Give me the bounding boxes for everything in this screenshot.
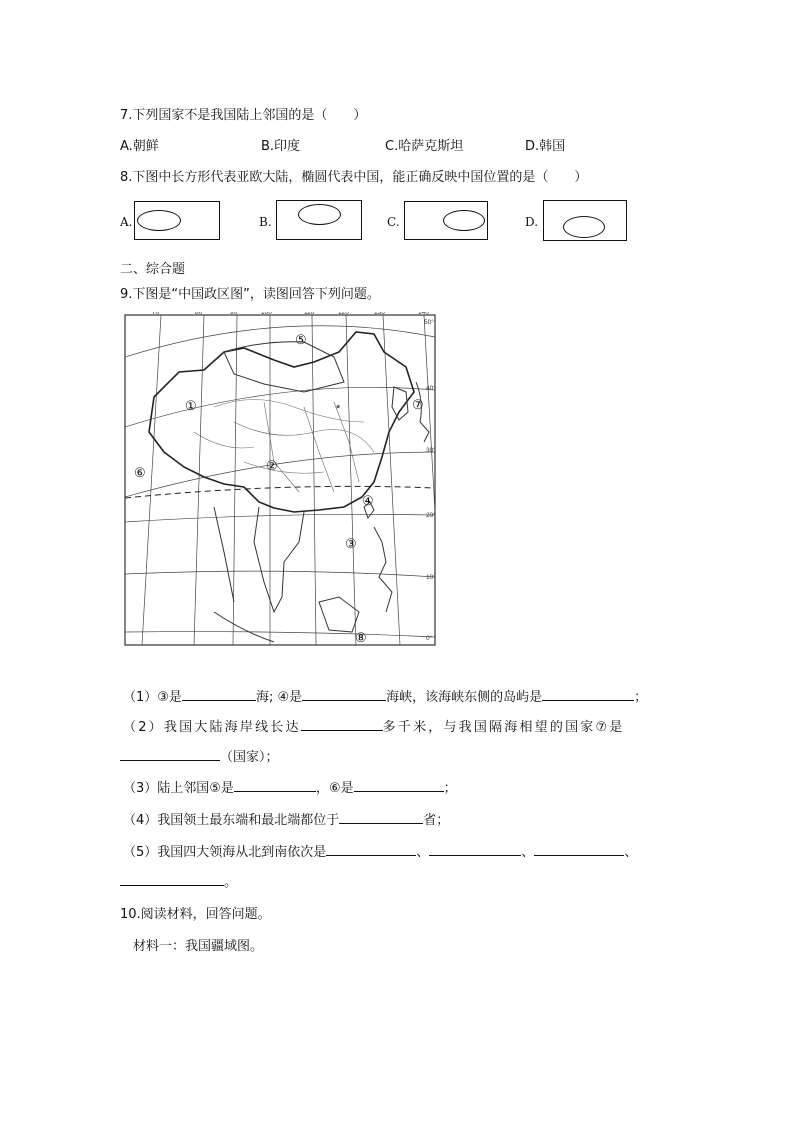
q9-sub1-text-b: 海; ④是 bbox=[255, 690, 303, 705]
separator: 、 bbox=[521, 845, 535, 860]
longitude-label: 80° bbox=[195, 312, 205, 316]
longitude-label: 110° bbox=[304, 312, 317, 316]
answer-blank[interactable] bbox=[301, 716, 383, 731]
q9-sub3-text-c: ； bbox=[443, 781, 457, 796]
map-marker: ③ bbox=[345, 536, 357, 551]
eurasia-rectangle bbox=[134, 201, 220, 240]
answer-blank[interactable] bbox=[339, 809, 423, 824]
answer-blank[interactable] bbox=[354, 777, 444, 792]
map-marker: ① bbox=[185, 398, 197, 413]
q9-sub4-text-b: 省； bbox=[423, 813, 450, 828]
answer-blank[interactable] bbox=[120, 871, 224, 886]
q7-option-c: C.哈萨克斯坦 bbox=[385, 139, 464, 154]
q9-sub5-line1 bbox=[123, 841, 637, 860]
q9-sub2-line2 bbox=[120, 746, 279, 765]
longitude-label: 140° bbox=[418, 312, 432, 316]
answer-blank[interactable] bbox=[429, 841, 521, 856]
q8-option-b-letter: B. bbox=[259, 215, 272, 229]
latitude-label: 50° bbox=[424, 319, 434, 326]
longitude-label: 90° bbox=[230, 312, 240, 316]
q7-option-d: D.韩国 bbox=[525, 139, 566, 154]
map-marker: ⑥ bbox=[134, 465, 146, 480]
answer-blank[interactable] bbox=[302, 686, 386, 701]
q9-sub5-text-a: （5）我国四大领海从北到南依次是 bbox=[123, 845, 327, 860]
map-marker: ⑤ bbox=[295, 332, 307, 347]
q9-sub3-text-a: （3）陆上邻国⑤是 bbox=[123, 781, 234, 796]
map-marker: ⑧ bbox=[355, 630, 367, 645]
answer-blank[interactable] bbox=[326, 841, 416, 856]
q9-sub1-text-a: （1）③是 bbox=[123, 690, 182, 705]
china-ellipse bbox=[298, 204, 341, 225]
q10-material: 材料一：我国疆域图。 bbox=[133, 939, 264, 954]
longitude-label: 70° bbox=[152, 312, 162, 316]
map-marker: ④ bbox=[362, 493, 374, 508]
latitude-label: 30° bbox=[426, 447, 436, 454]
period: 。 bbox=[224, 875, 238, 890]
answer-blank[interactable] bbox=[120, 746, 220, 761]
map-frame bbox=[125, 315, 435, 645]
q10-stem: 10.阅读材料，回答问题。 bbox=[120, 907, 271, 922]
china-ellipse bbox=[137, 210, 181, 231]
answer-blank[interactable] bbox=[182, 686, 256, 701]
eurasia-rectangle bbox=[404, 201, 488, 240]
china-ellipse bbox=[443, 210, 485, 231]
q9-sub4 bbox=[123, 809, 449, 828]
q8-option-c-letter: C. bbox=[387, 215, 400, 229]
china-political-map bbox=[124, 312, 440, 647]
q9-stem: 9.下图是“中国政区图”，读图回答下列问题。 bbox=[120, 287, 380, 302]
latitude-label: 0° bbox=[426, 635, 433, 642]
map-marker: ⑦ bbox=[412, 397, 424, 412]
q9-sub3 bbox=[123, 777, 457, 796]
q8-stem: 8.下图中长方形代表亚欧大陆，椭圆代表中国，能正确反映中国位置的是（ ） bbox=[120, 170, 588, 185]
q9-sub3-text-b: ，⑥是 bbox=[315, 781, 354, 796]
q7-option-a: A.朝鲜 bbox=[120, 139, 159, 154]
q8-option-a-letter: A. bbox=[120, 215, 133, 229]
latitude-label: 10° bbox=[426, 574, 436, 581]
q8-option-d-letter: D. bbox=[525, 215, 539, 229]
q9-sub2-text-c: （国家）； bbox=[220, 750, 279, 765]
separator: 、 bbox=[416, 845, 430, 860]
q9-sub2-text-b: 多千米，与我国隔海相望的国家⑦是 bbox=[382, 720, 625, 735]
q9-sub1-text-d: ； bbox=[634, 690, 648, 705]
answer-blank[interactable] bbox=[234, 777, 316, 792]
q7-stem: 7.下列国家不是我国陆上邻国的是（ ） bbox=[120, 108, 367, 123]
china-ellipse bbox=[563, 216, 605, 238]
answer-blank[interactable] bbox=[534, 841, 624, 856]
answer-blank[interactable] bbox=[542, 686, 634, 701]
capital-star: * bbox=[336, 403, 341, 415]
latitude-label: 20° bbox=[426, 512, 436, 519]
latitude-label: 40° bbox=[426, 385, 436, 392]
eurasia-rectangle bbox=[543, 200, 627, 241]
q9-sub1 bbox=[123, 686, 647, 705]
longitude-label: 130° bbox=[374, 312, 388, 316]
longitude-label: 100° bbox=[261, 312, 275, 316]
q9-sub2-text-a: （2）我国大陆海岸线长达 bbox=[123, 720, 301, 735]
map-marker: ② bbox=[266, 458, 278, 473]
separator: 、 bbox=[624, 845, 638, 860]
q9-sub5-line2 bbox=[120, 871, 237, 890]
q9-sub4-text-a: （4）我国领土最东端和最北端都位于 bbox=[123, 813, 340, 828]
longitude-label: 120° bbox=[338, 312, 352, 316]
q9-sub1-text-c: 海峡，该海峡东侧的岛屿是 bbox=[386, 690, 543, 705]
q7-option-b: B.印度 bbox=[261, 139, 301, 154]
q9-sub2-line1 bbox=[123, 716, 625, 735]
eurasia-rectangle bbox=[276, 200, 362, 240]
section-title: 二、综合题 bbox=[120, 262, 186, 277]
